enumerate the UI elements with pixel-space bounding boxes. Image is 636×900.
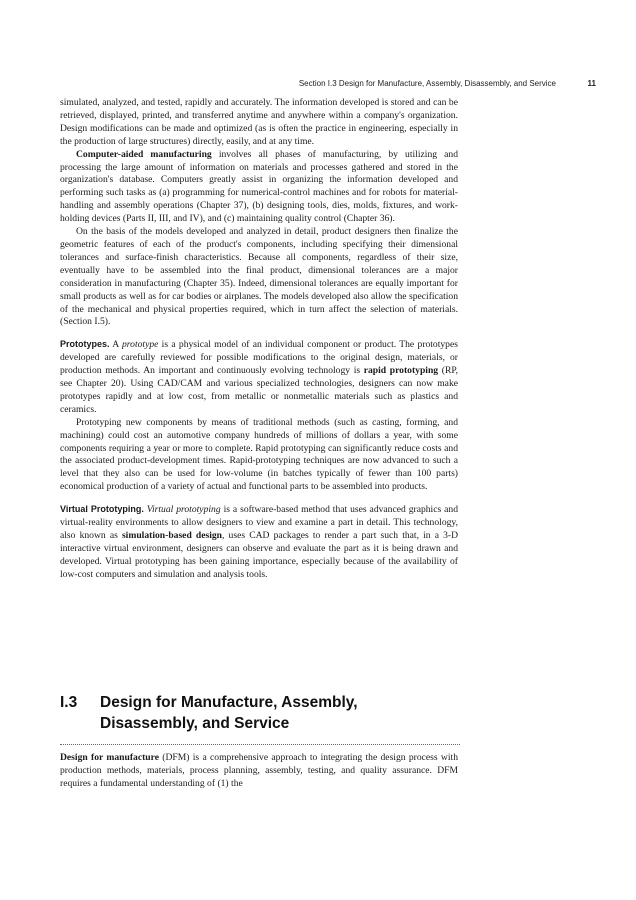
paragraph-dfm: Design for manufacture (DFM) is a comprehensive approach to integrating the design process with production methods, materials, process planning, assembly, testing, and quality assurance. DFM requires a fundamental understanding of (1) the [60,752,458,789]
subheading-prototypes: Prototypes. [60,339,110,350]
paragraph: On the basis of the models developed and analyzed in detail, product designers then finalize the geometric features of each of the product's components, including specifying their dimensional tolerances and surface-finish characteristics. Because all components, regardless of their size, eventually have to be assembled into the final product, dimensional tolerances are a major consideration in manufacturing (Chapter 35). Indeed, dimensional tolerances are equally important for small products as well as for car bodies or airplanes. The models developed also allow the specification of the mechanical and physical properties required, which in turn affect the selection of materials. (Section I.5). [60,226,458,328]
term-prototype: prototype [121,339,159,351]
term-virtual-prototyping: Virtual prototyping [146,504,221,516]
term-dfm: Design for manufacture [60,752,159,763]
term-simulation-based-design: simulation-based design [121,530,223,541]
paragraph: Prototyping new components by means of traditional methods (such as casting, forming, and machining) could cost an automotive company hundreds of millions of dollars a year, with some components requiring a year or more to complete. Rapid prototyping can significantly reduce costs and the associated product-development times. Rapid-prototyping techniques are now advanced to such a level that they also can be used for low-volume (in batches typically of fewer than 100 parts) economical production of a variety of actual and functional parts to be assembled into products. [60,416,458,493]
page-number: 11 [587,79,596,88]
body-text [60,97,458,582]
paragraph-cam: Computer-aided manufacturing involves all phases of manufacturing, by utilizing and processing the large amount of information on materials and processes gathered and stored in the organization's database. Computers greatly assist in organizing the information developed and performing such tasks as (a) programming for numerical-control machines and for robots for material-handling and assembly operations (Chapter 37), (b) designing tools, dies, molds, fixtures, and work-holding devices (Parts II, III, and IV), and (c) maintaining quality control (Chapter 36). [60,148,458,225]
section-title: Design for Manufacture, Assembly, Disassembly, and Service [100,694,358,732]
paragraph: simulated, analyzed, and tested, rapidly and accurately. The information developed is stored and can be retrieved, displayed, printed, and transferred anytime and anywhere within a company's organization. Design modifications can be made and optimized (as is often the practice in engineering, especially in the production of large structures) directly, easily, and at any time. [60,97,458,147]
term-rapid-prototyping: rapid prototyping [363,365,439,377]
body-text-continued [60,752,458,791]
term-cam: Computer-aided manufacturing [76,148,212,160]
section-number: I.3 [60,694,78,711]
section-divider [60,744,460,745]
running-header-title: Section I.3 Design for Manufacture, Assembly, Disassembly, and Service [298,79,556,88]
paragraph-virtual-prototyping: Virtual Prototyping. Virtual prototyping is a software-based method that uses advanced graphics and virtual-reality environments to allow designers to view and examine a part in detail. This technology, also known as simulation-based design, uses CAD packages to render a part such that, in a 3-D interactive virtual environment, designers can observe and evaluate the part as it is being drawn and developed. Virtual prototyping has been gaining importance, especially because of the availability of low-cost computers and simulation and analysis tools. [60,504,458,580]
paragraph-prototypes: Prototypes. A prototype is a physical model of an individual component or product. The prototypes developed are carefully reviewed for possible modifications to the original design, materials, or production methods. An important and continuously evolving technology is rapid prototyping (RP, see Chapter 20). Using CAD/CAM and various specialized technologies, designers can now make prototypes rapidly and at low cost, from metallic or nonmetallic materials such as plastics and ceramics. [60,339,459,415]
subheading-virtual-prototyping: Virtual Prototyping. [60,504,144,515]
